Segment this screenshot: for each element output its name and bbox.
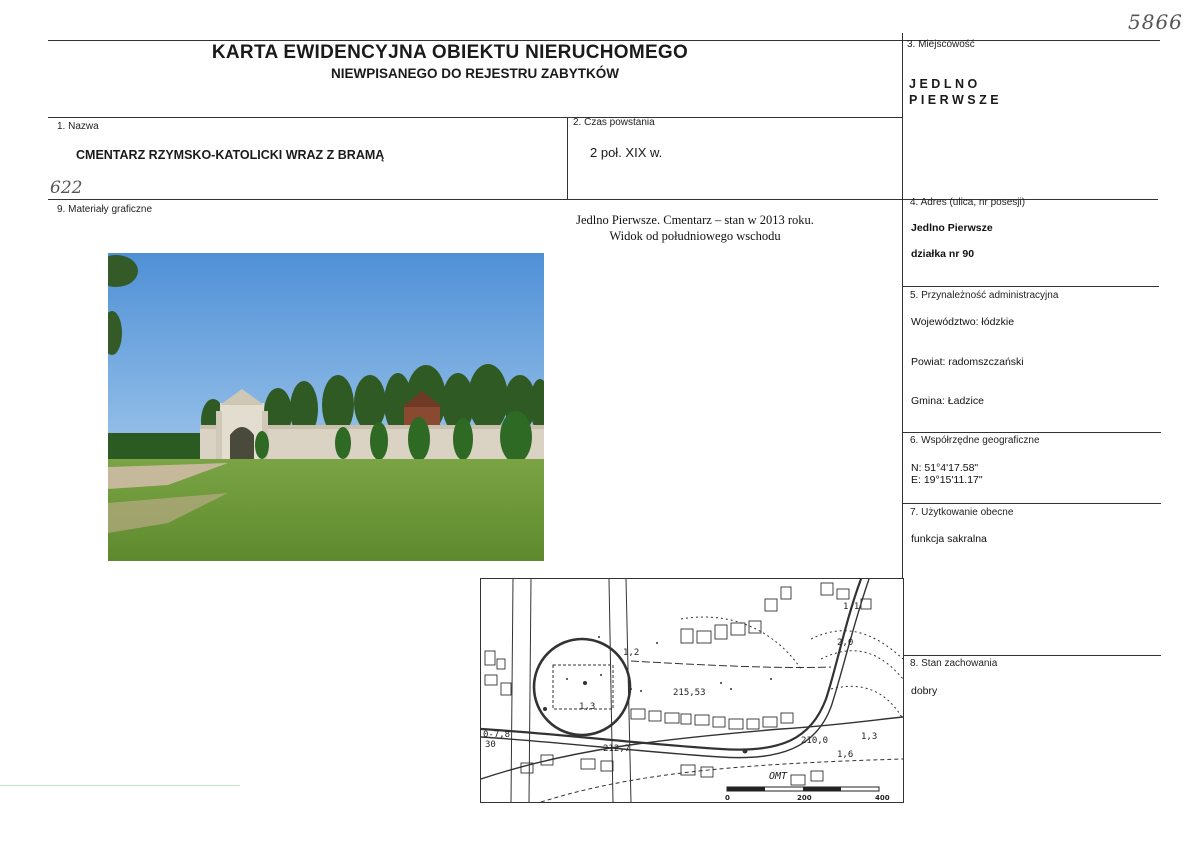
photo-caption-line-2: Widok od południowego wschodu xyxy=(609,229,781,243)
graphics-label: 9. Materiały graficzne xyxy=(57,204,153,215)
rule-after-address xyxy=(903,286,1159,287)
admin-county: Powiat: radomszczański xyxy=(911,356,1024,368)
name-value: CMENTARZ RZYMSKO-KATOLICKI WRAZ Z BRAMĄ xyxy=(76,148,385,162)
topographic-map xyxy=(480,578,904,803)
photo-caption-line-1: Jedlno Pierwsze. Cmentarz – stan w 2013 roku. xyxy=(576,213,814,227)
map-label-4: 2,0 xyxy=(837,638,854,648)
top-rule xyxy=(48,40,1160,41)
usage-label: 7. Użytkowanie obecne xyxy=(910,507,1014,518)
locality-line-1: JEDLNO xyxy=(909,77,981,91)
admin-label: 5. Przynależność administracyjna xyxy=(910,290,1059,301)
address-label: 4. Adres (ulica, nr posesji) xyxy=(910,197,1026,208)
rule-after-title xyxy=(48,117,903,118)
photo-caption xyxy=(540,212,850,244)
condition-value: dobry xyxy=(911,685,938,697)
scale-label-400: 400 xyxy=(875,794,890,802)
map-label-7: 0-7,8 xyxy=(483,730,511,740)
locality-line-2: PIERWSZE xyxy=(909,93,1003,107)
address-line-1: Jedlno Pierwsze xyxy=(911,222,993,234)
handwritten-number: 622 xyxy=(50,178,83,198)
map-label-2: 215,53 xyxy=(673,688,706,698)
map-label-11: OMT xyxy=(769,771,788,782)
cemetery-photo xyxy=(108,253,544,561)
coords-north: N: 51°4'17.58" xyxy=(911,462,979,474)
usage-value: funkcja sakralna xyxy=(911,533,987,545)
coords-label: 6. Współrzędne geograficzne xyxy=(910,435,1040,446)
condition-label: 8. Stan zachowania xyxy=(910,658,998,669)
map-label-5: 1,1 xyxy=(843,602,860,612)
coords-east: E: 19°15'11.17" xyxy=(911,474,983,486)
date-label: 2. Czas powstania xyxy=(573,117,655,128)
address-line-2: działka nr 90 xyxy=(911,248,975,260)
map-label-8: 30 xyxy=(485,740,496,750)
rule-after-usage xyxy=(903,655,1161,656)
rule-after-coords xyxy=(903,503,1161,504)
rule-after-admin xyxy=(903,432,1161,433)
archive-number: 5866 xyxy=(1128,10,1183,34)
locality-label: 3. Miejscowość xyxy=(907,39,975,50)
admin-commune: Gmina: Ładzice xyxy=(911,395,984,407)
map-label-12: 1,6 xyxy=(837,750,854,760)
map-label-1: 1,2 xyxy=(623,648,640,658)
map-label-10: 210,0 xyxy=(801,736,829,746)
name-label: 1. Nazwa xyxy=(57,121,99,132)
locality-value xyxy=(909,76,1002,108)
admin-voivodeship: Województwo: łódzkie xyxy=(911,316,1015,328)
scale-label-200: 200 xyxy=(797,794,812,802)
map-label-6: 1,3 xyxy=(861,732,878,742)
page-subtitle: NIEWPISANEGO DO REJESTRU ZABYTKÓW xyxy=(330,66,619,81)
name-date-divider xyxy=(567,117,568,199)
map-label-9: 212,7 xyxy=(603,744,631,754)
map-label-3: 1,3 xyxy=(579,702,596,712)
scale-label-0: 0 xyxy=(725,794,730,802)
date-value: 2 poł. XIX w. xyxy=(590,145,663,160)
page-title: KARTA EWIDENCYJNA OBIEKTU NIERUCHOMEGO xyxy=(211,42,689,63)
faint-mark xyxy=(0,785,240,786)
